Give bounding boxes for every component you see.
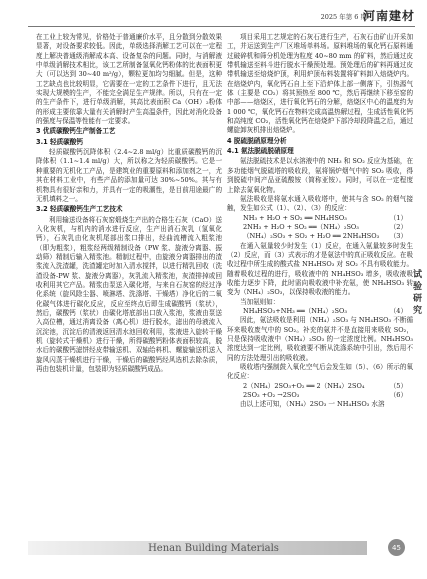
equation-number: （4） [389,306,407,315]
paragraph: 在工业上较为常见，价格处于普通廉价水平，且分散到分散效果显著，对设备要求较低。因此，单级选择消解工艺可以在一定程度上解决普通级消解成本高、设备复杂的问题。同时，与消解液中单级消解技术相比，该工艺所制备氢氧化钙粉体的比表面积更大（可以达到 30~40 m²/g），颗粒更加均匀细腻。但是，这种工艺缺点也比较明显，它需要在一定的工艺条件下进行，且无法实现大规模的生产，不能完全满足生产规律。所以，只有在一定的生产条件下，进行单级消解，其高比表面积 Ca（OH）₂粉体的形成主要依靠大量有关消解时产生高温条件，因此对消化设备的强度与保温等性能有一定要求。 [36,33,222,126]
paragraph: 氨法吸收是将氨水通入吸收塔中，使其与含 SO₂ 的烟气接触，发生如公式（1）、（2）、（3）的反应： [227,194,413,213]
equation-number: （3） [389,232,407,241]
footer-journal-title: Henan Building Materials [148,543,279,554]
equation-3 [227,232,413,241]
journal-logo: 河南建材 [362,9,415,23]
right-column [227,33,413,410]
paragraph: 利用输送设备将石灰窑煅烧生产出的合格生石灰（CaO）送入化灰机，与机内的消水进行反应，生产出消石灰乳（氢氧化钙），石灰乳由化灰机尾部出浆口排出，经曲流槽流入粗浆池（即为粗浆），粗浆经两级精制设备（PW 浆、旋液分离器、振动筛）精制后输入精浆池。精制过程中，由旋液分离器排出的渣浆流入洗渣罐，洗渣罐定时加入清水搅拌，以进行精乳回收（洗渣设备-PW 浆、旋液分离器），灰乳流入精浆池，灰渣排掉或回收利用其它产品。精浆由泵送入碳化塔，与来自石灰窑的经过净化系统（旋风除尘器、喷淋塔、洗涤塔、干燥塔）净化后的二氧化碳气体进行碳化反应，反应至终点后即生成碳酸钙（浆状），然后，碳酸钙（浆状）由碳化塔底部出口放入浆池，浆液由泵送入高位槽，通过消离设备（离心机）进行脱水，滤出的母液流入沉淀池，沉淀后的清液返回清水池回收利用，浆液进入旋转干燥机（旋转式干燥机）进行干燥，所得碳酸钙粉体表面积较高，脱水后的碳酸钙滤饼经皮带输送机、双轴给料机、螺旋输送机送入旋风闪蒸干燥机进行干燥，干燥后的碳酸钙经风选机去除杂质，再由包装机计量，包装即为轻质碳酸钙成品。 [36,215,222,374]
paragraph: 由以上述可知，（NH₄）2SO₃ 一 NH₄HSO₃ 水溶 [240,400,385,409]
side-tab-char: 究 [412,306,422,316]
side-tab-char: 研 [412,294,422,304]
paragraph: 当加氨则如： [240,297,280,306]
equation-text: 2NH₃ + H₂O + SO₂ ══（NH₄）₂SO₃ [243,222,359,231]
equation-text: NH₃ + H₂O + SO₂ ══ NH₄HSO₃ [243,213,347,222]
equation-text: NH₄HSO₃+NH₃ ══（NH₄）₂SO₃ [243,306,348,315]
equation-text: 2（NH₄）2SO₃+O₂ ══ 2（NH₄）2SO₄ [243,381,365,390]
page-header [0,0,427,30]
paragraph: 氨法脱硫技术是以水溶液中的 NH₃ 和 SO₂ 反应为基础，在多功能烟气脱硫塔的吸收段，氨将锅炉烟气中的 SO₂ 吸收，得到脱硫中间产品亚硫酸铵（简称亚铵）。同时，可以在一定程度上除去氮氧化物。 [227,157,413,194]
subsection-heading: 3.2 轻质碳酸钙生产工艺技术 [36,205,123,214]
equation-4 [227,307,413,316]
paragraph: 吸收塔内强制鼓入氧化空气后会发生如（5）、（6）所示的氧化反应： [227,363,413,381]
subsection-heading: 4.1 氨法脱硫脱硝原理 [227,147,294,156]
equation-5 [227,382,413,391]
equation-text: 2SO₃ +O₂ →2SO₃ [243,391,300,400]
paragraph: 项目采用工艺规定的石灰石进行生产，石灰石由矿山开采加工，并运送到生产厂区堆场单料场。原料堆场的氧化钙石原料通过破碎机和筛分机处理为粒度 40~80 mm 的矿料，然后通过皮带机输送至料斗进行脱水干燥预处理。预处理后的矿料再通过皮带机输送至焙烧炉顶，利用炉顶布料装置将矿料卸入焙烧炉内。在焙烧炉内，氧化钙石自上至下沿炉体上部一侧落下，引热源气体（主要是 CO₂）将其预热至 800 ℃，然后再继续下移至窑的中部——焙烧区，进行氧化钙石的分解，焙烧区中心的温度约为 1 000 ℃，氧化钙石在物料完成高温热解过程，生成活性氧化钙和高纯度 CO₂，活性氧化钙在焙烧炉下部冷却段降温之后，通过螺旋卸灰机排出焙烧炉。 [227,33,413,135]
equation-text: （NH₄）₂SO₃ + SO₂ + H₂O ══ 2NH₄HSO₃ [243,232,380,241]
paragraph: 因此，氨法吸收是利用（NH₄）₂SO₃ 与 NH₄HSO₃ 不断循环来吸收废气中的 SO₂。补充的氨并不是直接用来吸收 SO₂，只是保持吸收液中（NH₄）₂SO₃ 的一定浓度比例。NH₄HSO₃ 浓度达到一定比例，吸收液要不断从洗涤系统中引出，然后用不同的方法处理引出的吸收液。 [227,316,413,362]
paragraph: 在通入氨量较少时发生（1）反应，在通入氨量较多时发生（2）反应，而（3）式表示的才是氨法中的真正吸收反应。在吸收过程中所生成的酸式盐 NH₄HSO₃ 对 SO₂ 不具有吸收能力。随着吸收过程的进行，吸收液中的 NH₄HSO₃ 增多，吸收液吸收能力逐步下降，此时需向吸收液中补充氨，使 NH₄HSO₃ 转变为（NH₄）₂SO₃，以保持吸收液的能力。 [227,241,413,297]
equation-number: （1） [389,213,407,222]
equation-number: （6） [389,391,407,400]
left-column [36,33,222,374]
equation-2 [227,223,413,232]
side-tab-char: 试 [412,270,422,280]
page-number: 45 [388,539,405,556]
equation-number: （2） [389,222,407,231]
paragraph: 轻质碳酸钙沉降体积（2.4~2.8 ml/g）比重质碳酸钙的沉降体积（1.1~1.4 ml/g）大，所以称之为轻质碳酸钙。它是一种重要的无机化工产品，是建筑业的重要原料和添加剂之一，尤其在材料工业中，有些产品的添加量可达 30%~50%。其与有机物具有很好亲和力，并具有一定的吸潮性，是目前用途最广的无机填料之一。 [36,148,222,203]
section-heading: 4 脱硫脱硝原理分析 [227,136,287,145]
section-heading: 3 优质碳酸钙生产制备工艺 [36,127,116,136]
equation-number: （5） [389,381,407,390]
subsection-heading: 3.1 轻质碳酸钙 [36,137,83,146]
section-side-tab [408,262,427,324]
side-tab-char: 验 [412,282,422,292]
header-rule [28,26,415,27]
equation-1 [227,214,413,223]
issue-label: 2025 年第 6 期 [320,13,367,21]
equation-6 [227,391,413,400]
